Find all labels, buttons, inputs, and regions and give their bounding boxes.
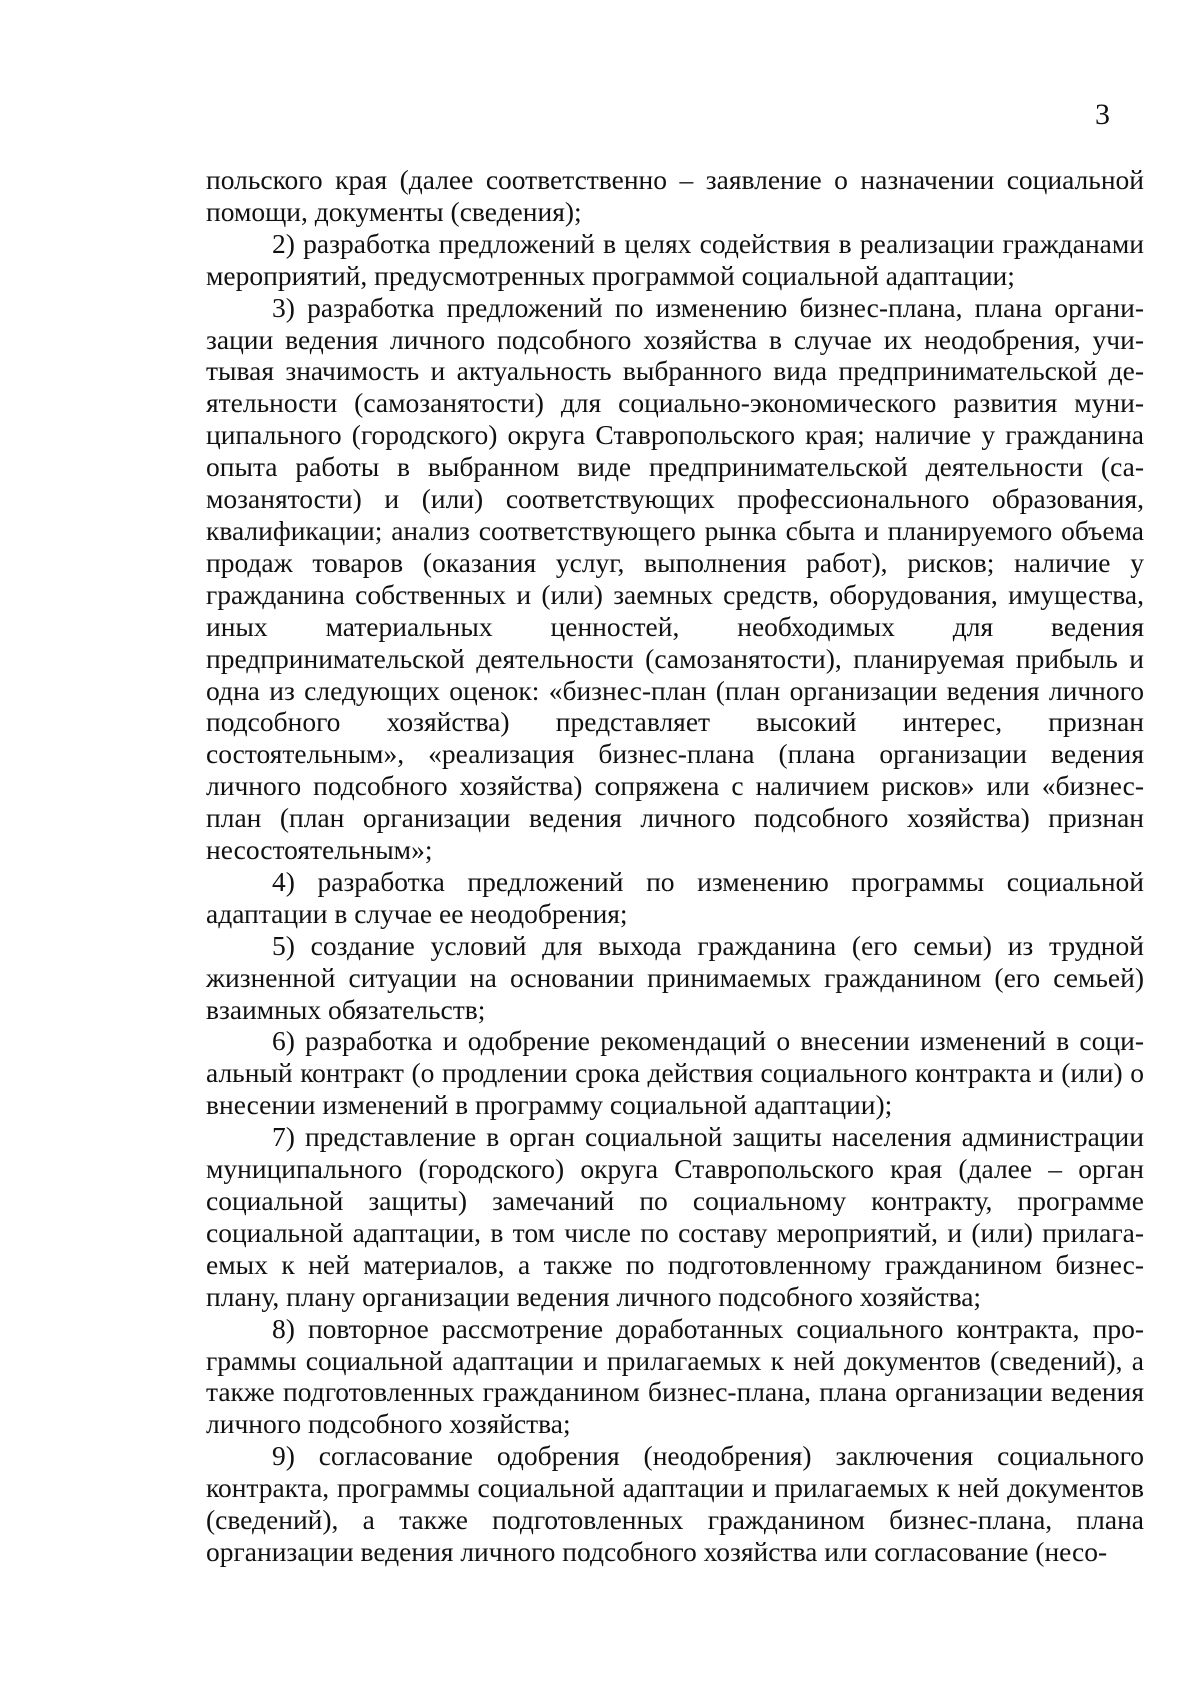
document-body <box>206 164 1144 1568</box>
paragraph-continuation: польского края (далее соответственно – заявление о назначении социальной помощи, документы (сведения); <box>206 164 1144 227</box>
paragraph-item-5: 5) создание условий для выхода гражданина (его семьи) из трудной жизненной ситуации на основании принимаемых гражданином (его семьей) взаимных обязательств; <box>206 929 1144 1025</box>
paragraph-item-8: 8) повторное рассмотрение доработанных социального контракта, программы социальной адаптации и прилагаемых к ней документов (сведений), а также подготовленных гражданином бизнес-плана, плана организации ведения личного подсобного хозяйства; <box>206 1312 1144 1440</box>
page-number: 3 <box>1095 98 1110 131</box>
paragraph-item-3: 3) разработка предложений по изменению бизнес-плана, плана организации ведения личного подсобного хозяйства в случае их неодобрения, учитывая значимость и актуальность выбранного вида предпринимательской деятельности (самозанятости) для социально-экономического развития муниципального (городского) округа Ставропольского края; наличие у гражданина опыта работы в выбранном виде предпринимательской деятельности (самозанятости) и (или) соответствующих профессионального образования, квалификации; анализ соответствующего рынка сбыта и планируемого объема продаж товаров (оказания услуг, выполнения работ), рисков; наличие у гражданина собственных и (или) заемных средств, оборудования, имущества, иных материальных ценностей, необходимых для ведения предпринимательской деятельности (самозанятости), планируемая прибыль и одна из следующих оценок: «бизнес-план (план организации ведения личного подсобного хозяйства) представляет высокий интерес, признан состоятельным», «реализация бизнес-плана (плана организации ведения личного подсобного хозяйства) сопряжена с наличием рисков» или «бизнес-план (план организации ведения личного подсобного хозяйства) признан несостоятельным»; <box>206 291 1144 866</box>
paragraph-item-9: 9) согласование одобрения (неодобрения) заключения социального контракта, программы социальной адаптации и прилагаемых к ней документов (сведений), а также подготовленных гражданином бизнес-плана, плана организации ведения личного подсобного хозяйства или согласование (несо- <box>206 1440 1144 1567</box>
paragraph-item-2: 2) разработка предложений в целях содействия в реализации гражданами мероприятий, предусмотренных программой социальной адаптации; <box>206 227 1144 291</box>
paragraph-item-4: 4) разработка предложений по изменению программы социальной адаптации в случае ее неодобрения; <box>206 865 1144 929</box>
paragraph-item-6: 6) разработка и одобрение рекомендаций о внесении изменений в социальный контракт (о продлении срока действия социального контракта и (или) о внесении изменений в программу социальной адаптации); <box>206 1025 1144 1121</box>
paragraph-item-7: 7) представление в орган социальной защиты населения администрации муниципального (городского) округа Ставропольского края (далее – орган социальной защиты) замечаний по социальному контракту, программе социальной адаптации, в том числе по составу мероприятий, и (или) прилагаемых к ней материалов, а также по подготовленному гражданином бизнес-плану, плану организации ведения личного подсобного хозяйства; <box>206 1121 1144 1312</box>
